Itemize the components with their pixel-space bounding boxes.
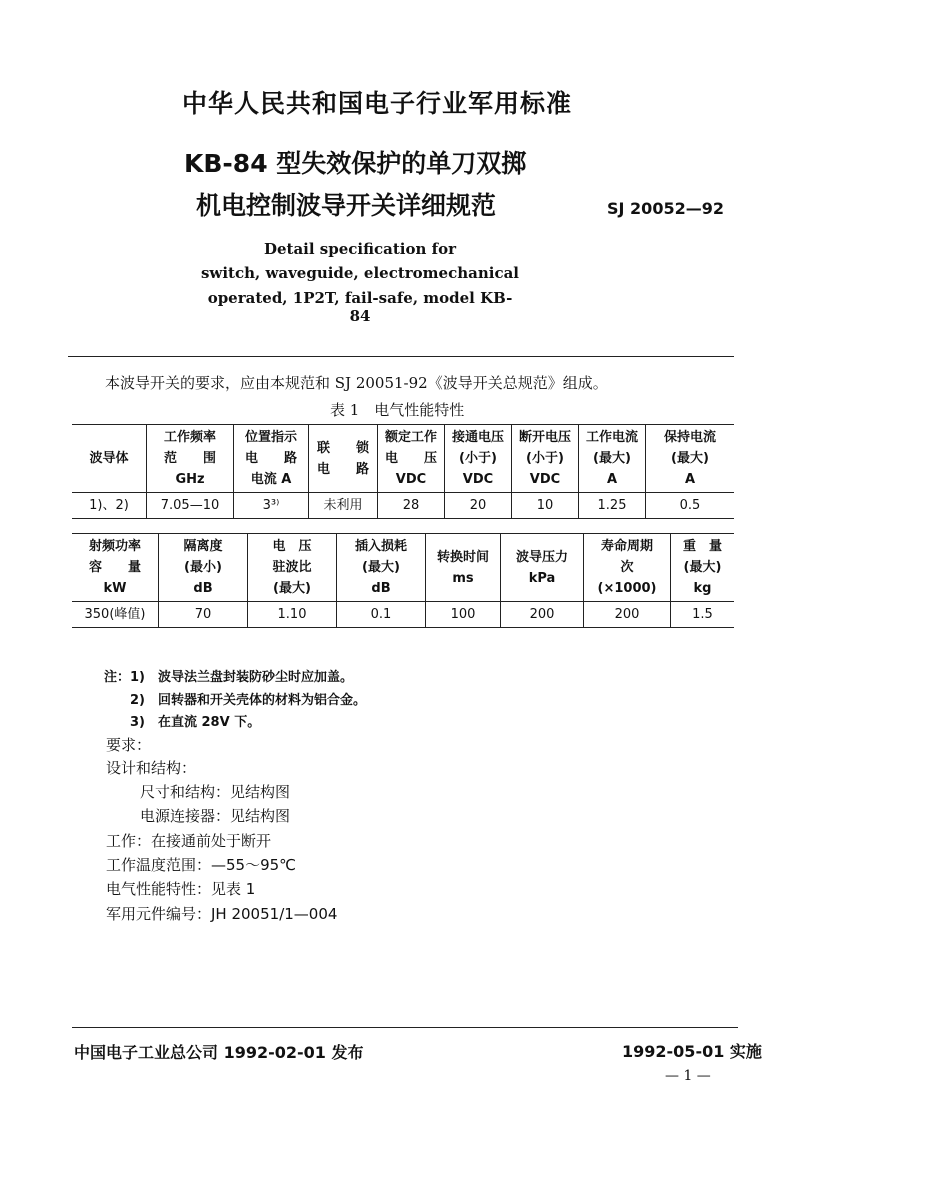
table-1-data-row (72, 493, 734, 519)
table-cell: 未利用 (309, 493, 378, 519)
table-cell: 0.5 (646, 493, 735, 519)
standard-title: 中华人民共和国电子行业军用标准 (182, 89, 573, 118)
header-cell-rated-voltage: 额定工作 电 压 VDC (378, 425, 445, 493)
english-title-line-3: operated, 1P2T, fail-safe, model KB-84 (207, 289, 513, 325)
table-cell: 0.1 (337, 602, 426, 628)
header-cell-isolation: 隔离度 (最小) dB (159, 534, 248, 602)
table-cell: 7.05—10 (147, 493, 234, 519)
part-number-line: 军用元件编号：JH 20051/1—004 (106, 905, 338, 923)
electrical-characteristics-line: 电气性能特性：见表 1 (106, 880, 256, 898)
table-2-data-row (72, 602, 734, 628)
table-2-header-row (72, 534, 734, 602)
header-cell-vswr: 电 压 驻波比 (最大) (248, 534, 337, 602)
english-title-line-1: Detail specification for (263, 240, 456, 258)
effective-date: 1992-05-01 实施 (622, 1042, 762, 1061)
note-1: 注：1) 波导法兰盘封装防砂尘时应加盖。 (104, 670, 353, 685)
table-cell: 3³⁾ (234, 493, 309, 519)
header-cell-holding-current: 保持电流 (最大) A (646, 425, 735, 493)
table-cell: 1.25 (579, 493, 646, 519)
table-cell: 10 (512, 493, 579, 519)
table-cell: 1)、2) (72, 493, 147, 519)
bottom-divider (72, 1027, 738, 1028)
note-3: 3) 在直流 28V 下。 (130, 715, 261, 730)
table-cell: 200 (501, 602, 584, 628)
page-number: — 1 — (665, 1068, 711, 1084)
table-cell: 100 (426, 602, 501, 628)
temperature-range-line: 工作温度范围：—55～95℃ (106, 856, 297, 874)
spec-title-line-1: KB-84 型失效保护的单刀双掷 (184, 149, 527, 178)
electrical-table-part-1 (72, 424, 734, 519)
table-cell: 200 (584, 602, 671, 628)
spec-title-line-2: 机电控制波导开关详细规范 (196, 191, 497, 220)
table-cell: 1.10 (248, 602, 337, 628)
table-cell: 1.5 (671, 602, 735, 628)
electrical-table-part-2 (72, 533, 734, 628)
table-cell: 28 (378, 493, 445, 519)
header-cell-insertion-loss: 插入损耗 (最大) dB (337, 534, 426, 602)
table-1-header-row (72, 425, 734, 493)
standard-number: SJ 20052—92 (607, 199, 724, 218)
table-cell: 350(峰值) (72, 602, 159, 628)
header-cell-waveguide-pressure: 波导压力 kPa (501, 534, 584, 602)
design-construction: 设计和结构： (106, 759, 197, 777)
table-caption: 表 1 电气性能特性 (330, 401, 465, 419)
connector-line: 电源连接器：见结构图 (140, 807, 291, 825)
requirements-label: 要求： (106, 736, 152, 754)
header-cell-life-cycle: 寿命周期 次 (×1000) (584, 534, 671, 602)
table-cell: 20 (445, 493, 512, 519)
dimensions-line: 尺寸和结构：见结构图 (140, 783, 291, 801)
top-divider (68, 356, 734, 357)
publisher-line: 中国电子工业总公司 1992-02-01 发布 (74, 1043, 364, 1062)
note-2: 2) 回转器和开关壳体的材料为铝合金。 (130, 693, 366, 708)
operation-line: 工作：在接通前处于断开 (106, 832, 272, 850)
header-cell-waveguide: 波导体 (72, 425, 147, 493)
header-cell-frequency: 工作频率 范 围 GHz (147, 425, 234, 493)
header-cell-position-indicator: 位置指示 电 路 电流 A (234, 425, 309, 493)
header-cell-on-voltage: 接通电压 (小于) VDC (445, 425, 512, 493)
english-title-line-2: switch, waveguide, electromechanical (200, 264, 519, 282)
header-cell-off-voltage: 断开电压 (小于) VDC (512, 425, 579, 493)
header-cell-operating-current: 工作电流 (最大) A (579, 425, 646, 493)
table-cell: 70 (159, 602, 248, 628)
header-cell-interlock: 联 锁 电 路 (309, 425, 378, 493)
intro-paragraph: 本波导开关的要求，应由本规范和 SJ 20051-92《波导开关总规范》组成。 (105, 374, 608, 392)
header-cell-rf-power: 射频功率 容 量 kW (72, 534, 159, 602)
header-cell-switch-time: 转换时间 ms (426, 534, 501, 602)
header-cell-weight: 重 量 (最大) kg (671, 534, 735, 602)
